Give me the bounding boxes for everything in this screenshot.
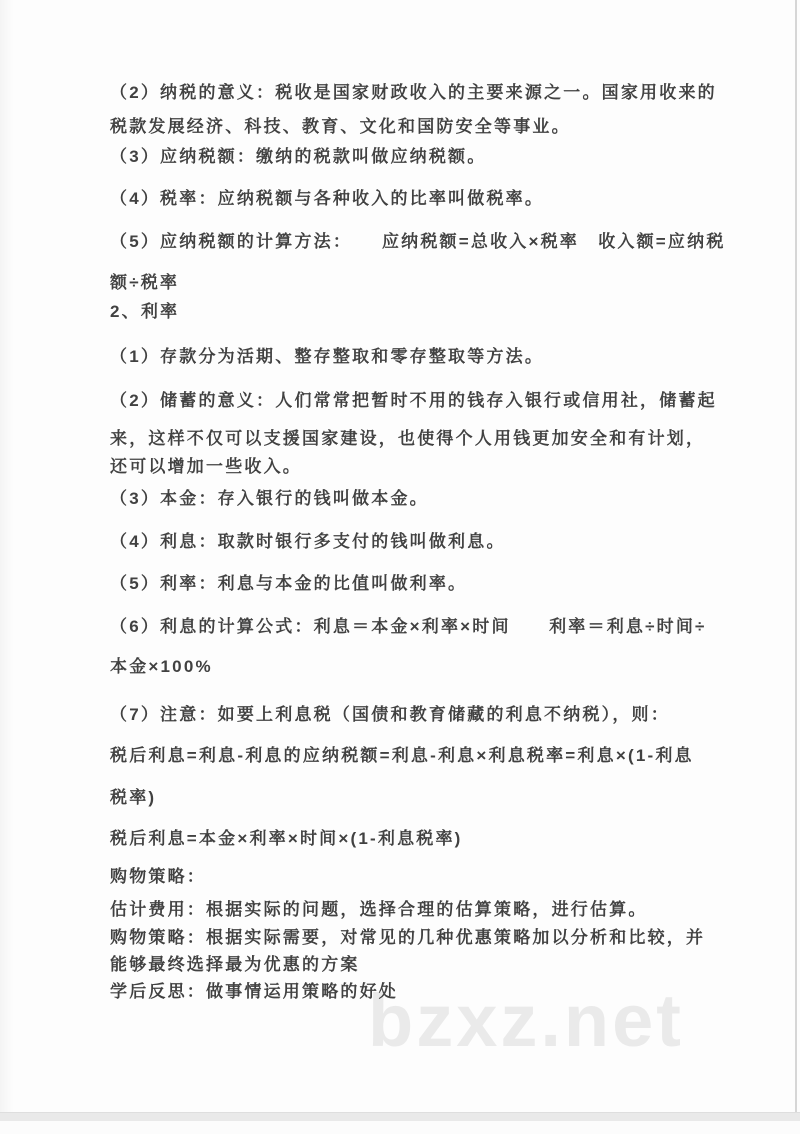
doc-line: 税后利息=本金×利率×时间×(1-利息税率) [110, 829, 463, 848]
watermark: bzxz.net [368, 979, 684, 1062]
doc-line: （3）应纳税额：缴纳的税款叫做应纳税额。 [110, 147, 487, 166]
heading-interest-rate: 2、利率 [110, 302, 180, 321]
doc-line: （1）存款分为活期、整存整取和零存整取等方法。 [110, 347, 545, 366]
doc-line: 还可以增加一些收入。 [110, 457, 302, 476]
doc-line: （6）利息的计算公式：利息＝本金×利率×时间 利率＝利息÷时间÷ [110, 617, 707, 636]
doc-line: 购物策略：根据实际需要，对常见的几种优惠策略加以分析和比较，并 [110, 928, 706, 947]
doc-line: （2）储蓄的意义：人们常常把暂时不用的钱存入银行或信用社，储蓄起 [110, 391, 717, 410]
doc-line: （5）应纳税额的计算方法： 应纳税额=总收入×税率 收入额=应纳税 [110, 232, 726, 251]
doc-line: 税率) [110, 788, 157, 807]
doc-line: 学后反思：做事情运用策略的好处 [110, 982, 398, 1001]
doc-line: （7）注意：如要上利息税（国债和教育储藏的利息不纳税），则： [110, 705, 670, 724]
doc-line: 税后利息=利息-利息的应纳税额=利息-利息×利息税率=利息×(1-利息 [110, 746, 694, 765]
doc-line: 税款发展经济、科技、教育、文化和国防安全等事业。 [110, 117, 571, 136]
doc-line: 本金×100% [110, 657, 213, 676]
doc-line: 来，这样不仅可以支援国家建设，也使得个人用钱更加安全和有计划， [110, 429, 706, 448]
doc-line: （5）利率：利息与本金的比值叫做利率。 [110, 574, 468, 593]
page-gap-strip [0, 1112, 800, 1121]
doc-line: （2）纳税的意义：税收是国家财政收入的主要来源之一。国家用收来的 [110, 83, 717, 102]
next-page-top [0, 1121, 800, 1134]
doc-line: （3）本金：存入银行的钱叫做本金。 [110, 489, 429, 508]
doc-line: 额÷税率 [110, 273, 180, 292]
doc-line: 购物策略： [110, 867, 206, 886]
doc-line: （4）利息：取款时银行多支付的钱叫做利息。 [110, 532, 506, 551]
doc-line: （4）税率：应纳税额与各种收入的比率叫做税率。 [110, 189, 545, 208]
page-left-shadow [0, 0, 14, 1112]
page-right-edge [795, 0, 797, 1112]
doc-line: 能够最终选择最为优惠的方案 [110, 955, 360, 974]
doc-line: 估计费用：根据实际的问题，选择合理的估算策略，进行估算。 [110, 900, 648, 919]
